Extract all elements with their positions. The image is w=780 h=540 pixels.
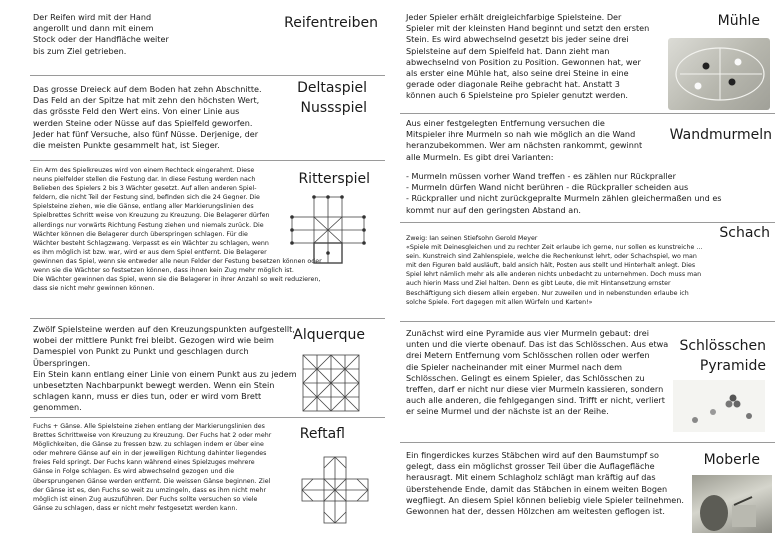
ritter-board-image [288,195,368,265]
reifen-title: Reifentreiben [284,15,378,31]
wandmurmeln-title: Wandmurmeln [669,127,772,143]
moberle-title: Moberle [703,452,760,468]
reftafl-board-image [300,455,370,525]
muehle-title: Mühle [717,13,760,29]
wandmurmeln-text: Aus einer festgelegten Entfernung versuchen die Mitspieler ihre Murmeln so nah wie möglich an die Wand heranzubekommen. Wer am nächsten rankommt, gewinnt alle Murmeln. Es gibt drei Varianten: [406,118,643,162]
reftafl-title: Reftafl [299,426,345,442]
divider [400,321,775,322]
schach-title: Schach [719,225,770,241]
pyramide-photo [673,380,765,432]
divider [400,442,775,443]
schach-text: Zweig: Ian seinen Stiefsohn Gerold Meyer «Spiele mit Deinesgleichen und zu rechter Zeit erlaube ich gerne, nur sollen es kunstreiche ... sein. Kunstreich sind Zahlenspiele, welche die Rechenkunst lehrt, oder Schachspiel, wo man mit den Figuren bald ausläuft, bald ansich hält, Posten aus stellt und Hinterhalt anlegt. Dies Spiel lehrt nämlich mehr als alle anderen nichts unbedacht zu unternehmen. Doch muss man auch hierin Mass und Ziel halten. Denn es gibt Leute, die mit Hintansetzung ernster Beschäftigung sich diesem allein ergeben. Nur zuweilen und in nebenstunden erlaube ich solche Spiele. Fort dagegen mit allen Würfeln und Karten!» [406,235,703,306]
variant-item: - Rückpraller und nicht zurückgepralte Murmeln zählen gleichermaßen und es kommt nur auf den geringsten Abstand an. [406,193,722,215]
reftafl-text: Fuchs + Gänse. Alle Spielsteine ziehen entlang der Markierungslinien des Brettes Schrittweise von Kreuzung zu Kreuzung. Der Fuchs hat 2 oder mehr Möglichkeiten, die Gänse zu fressen bzw. zu schlagen indem er über eine oder mehrere Gänse auf ein in der jeweiligen Richtung dahinter liegendes freies Feld springt. Der Fuchs kann während eines Spielzuges mehrere Gänse in Folge schlagen. Es wird abwechselnd gezogen und die übersprungenen Gänse werden entfernt. Die weissen Gänse beginnen. Ziel der Gänse ist es, den Fuchs so weit zu umzingeln, dass es ihm nicht mehr möglich ist einen Zug auszuführen. Der Fuchs sollte versuchen so viele Gänse zu schlagen, dass er nicht mehr festgesetzt werden kann. [33,423,272,512]
ritter-title: Ritterspiel [298,171,370,187]
divider [400,222,775,223]
divider [30,417,385,418]
divider [30,75,385,76]
divider [30,160,385,161]
delta-title: Deltaspiel Nussspiel [297,80,367,116]
alquerque-board-image [300,352,362,414]
wandmurmeln-variants [406,171,736,216]
ritter-text: Ein Arm des Spielkreuzes wird von einem Rechteck eingerahmt. Diese neuns pielfelder stellen die Festung dar. In diese Festung werden nach Belieben des Spielers 2 bis 3 Wächter gesetzt. Auf allen anderen Spiel- feldern, die nicht Teil der Festung sind, befinden sich die 24 Gegner. Die Spielsteine ziehen, wie die Gänse, entlang aller Markierungslinien des Spielbrettes Schritt weise von Kreuzung zu Kreuzung. Die Belagerer dürfen allerdings nur vorwärts Richtung Festung ziehen und niemals zurück. Die Wächter können die Belagerer durch überspringen schlagen. Für die Wächter besteht Schlagzwang. Verpasst es ein Wächter zu schlagen, wenn es ihm möglich ist bzw. war, wird er aus dem Spiel entfernt. Die Belagerer gewinnen das Spiel, wenn sie entweder alle neun Felder der Festung besetzen können oder wenn sie die Wächter so festsetzen können, dass ihnen kein Zug mehr möglich ist. Die Wächter gewinnen das Spiel, wenn sie die Belagerer in ihrer Anzahl so weit reduzieren, dass sie nicht mehr gewinnen können. [33,167,322,293]
variant-item: - Murmeln müssen vorher Wand treffen - es zählen nur Rückpraller [406,171,676,181]
moberle-photo [692,475,772,533]
alquerque-title: Alquerque [293,327,365,343]
pyramide-text: Zunächst wird eine Pyramide aus vier Murmeln gebaut: drei unten und die vierte obenauf. Das ist das Schlösschen. Aus etwa drei Metern Entfernung vom Schlösschen rollen oder werfen die Spieler nacheinander mit einer Murmel nach dem Schlösschen. Gelingt es einem Spieler, das Schlösschen zu treffen, darf er nicht nur diese vier Murmeln kassieren, sondern auch alle anderen, die fehlgegangen sind. Trifft er nicht, verliert er seine Murmel und der nächste ist an der Reihe. [406,328,669,417]
pyramide-title: Schlösschen Pyramide [679,338,766,374]
moberle-text: Ein fingerdickes kurzes Stäbchen wird auf den Baumstumpf so gelegt, dass ein möglichst grosser Teil über die Auflagefläche herausragt. Mit einem Schlagholz schlägt man kräftig auf das überstehende Ende, damit das Stäbchen in einem weiten Bogen wegfliegt. An diesem Spiel können beliebig viele Spieler teilnehmen. Gewonnen hat der, dessen Hölzchen am weitesten geflogen ist. [406,450,684,517]
reifen-text: Der Reifen wird mit der Hand angerollt und dann mit einem Stock oder der Handfläche weiter bis zum Ziel getrieben. [33,12,169,56]
divider [400,113,775,114]
muehle-photo [668,38,770,110]
variant-item: - Murmeln dürfen Wand nicht berühren - die Rückpraller scheiden aus [406,182,689,193]
delta-text: Das grosse Dreieck auf dem Boden hat zehn Abschnitte. Das Feld an der Spitze hat mit zehn den höchsten Wert, das grösste Feld den Wert eins. Von einer Linie aus werden Steine oder Nüsse auf das Spielfeld geworfen. Jeder hat fünf Versuche, also fünf Nüsse. Derjenige, der die meisten Punkte gesammelt hat, ist Sieger. [33,84,262,151]
muehle-text: Jeder Spieler erhält dreigleichfarbige Spielsteine. Der Spieler mit der kleinsten Hand beginnt und setzt den ersten Stein. Es wird abwechselnd gesetzt bis jeder seine drei Spielsteine auf dem Spielfeld hat. Dann zieht man abwechselnd von Position zu Position. Gewonnen hat, wer als erster eine Mühle hat, also seine drei Steine in eine gerade oder diagonale Reihe gebracht hat. Anstatt 3 können auch 6 Spielsteine pro Spieler genutzt werden. [406,12,650,101]
alquerque-text: Zwölf Spielsteine werden auf den Kreuzungspunkten aufgestellt, wobei der mittlere Punkt frei bleibt. Gezogen wird wie beim Damespiel von Punkt zu Punkt und geschlagen durch Überspringen. Ein Stein kann entlang einer Linie von einem Punkt aus zu jedem unbesetzten Nachbarpunkt bewegt werden. Wenn ein Stein schlagen kann, muss er dies tun, oder er wird vom Brett genommen. [33,324,297,413]
right-column [390,0,780,540]
divider [30,318,385,319]
